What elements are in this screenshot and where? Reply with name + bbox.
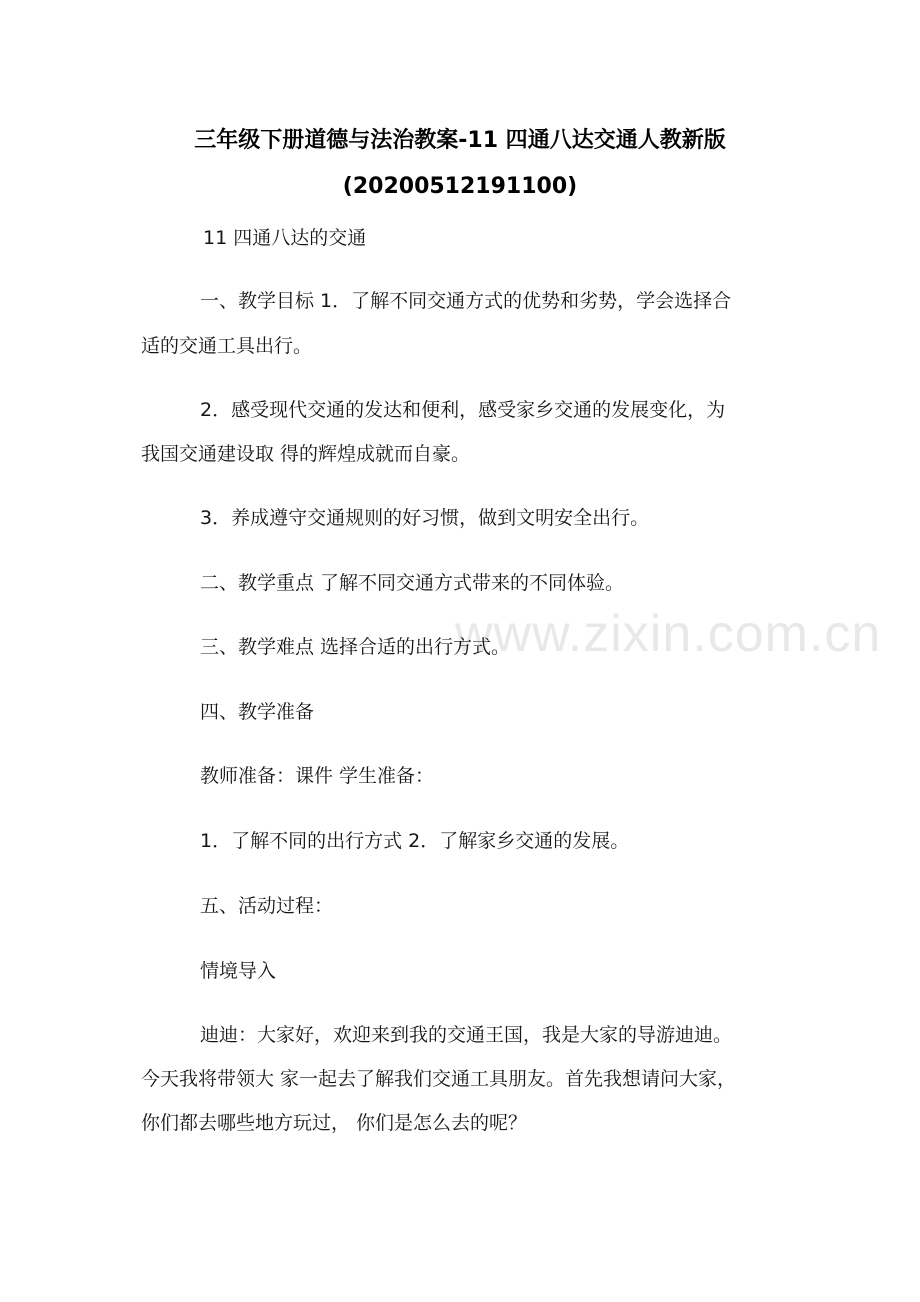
watermark-text: www.zixin.com.cn: [455, 605, 882, 663]
paragraph-line: 适的交通工具出行。: [141, 335, 313, 357]
paragraph-line: 五、活动过程：: [200, 895, 334, 917]
document-title-line-2: (20200512191100): [342, 174, 578, 199]
paragraph-line: 情境导入: [200, 960, 277, 982]
paragraph-line: 教师准备：课件 学生准备：: [200, 765, 435, 787]
paragraph-line: 我国交通建设取 得的辉煌成就而自豪。: [141, 443, 471, 465]
document-title-line-1: 三年级下册道德与法治教案-11 四通八达交通人教新版: [194, 128, 726, 153]
paragraph-line: 1．了解不同的出行方式 2．了解家乡交通的发展。: [200, 830, 630, 852]
paragraph-line: 你们都去哪些地方玩过， 你们是怎么去的呢？: [141, 1112, 528, 1134]
paragraph-line: 四、教学准备: [200, 701, 315, 723]
section-heading: 11 四通八达的交通: [203, 227, 367, 249]
paragraph-line: 3．养成遵守交通规则的好习惯，做到文明安全出行。: [200, 507, 650, 529]
paragraph-line: 迪迪：大家好，欢迎来到我的交通王国，我是大家的导游迪迪。: [200, 1024, 733, 1046]
paragraph-line: 二、教学重点 了解不同交通方式带来的不同体验。: [200, 572, 625, 594]
paragraph-line: 一、教学目标 1．了解不同交通方式的优势和劣势，学会选择合: [200, 290, 732, 312]
paragraph-line: 今天我将带领大 家一起去了解我们交通工具朋友。首先我想请问大家，: [141, 1068, 737, 1090]
paragraph-line: 三、教学难点 选择合适的出行方式。: [200, 636, 511, 658]
paragraph-line: 2．感受现代交通的发达和便利，感受家乡交通的发展变化，为: [200, 399, 726, 421]
